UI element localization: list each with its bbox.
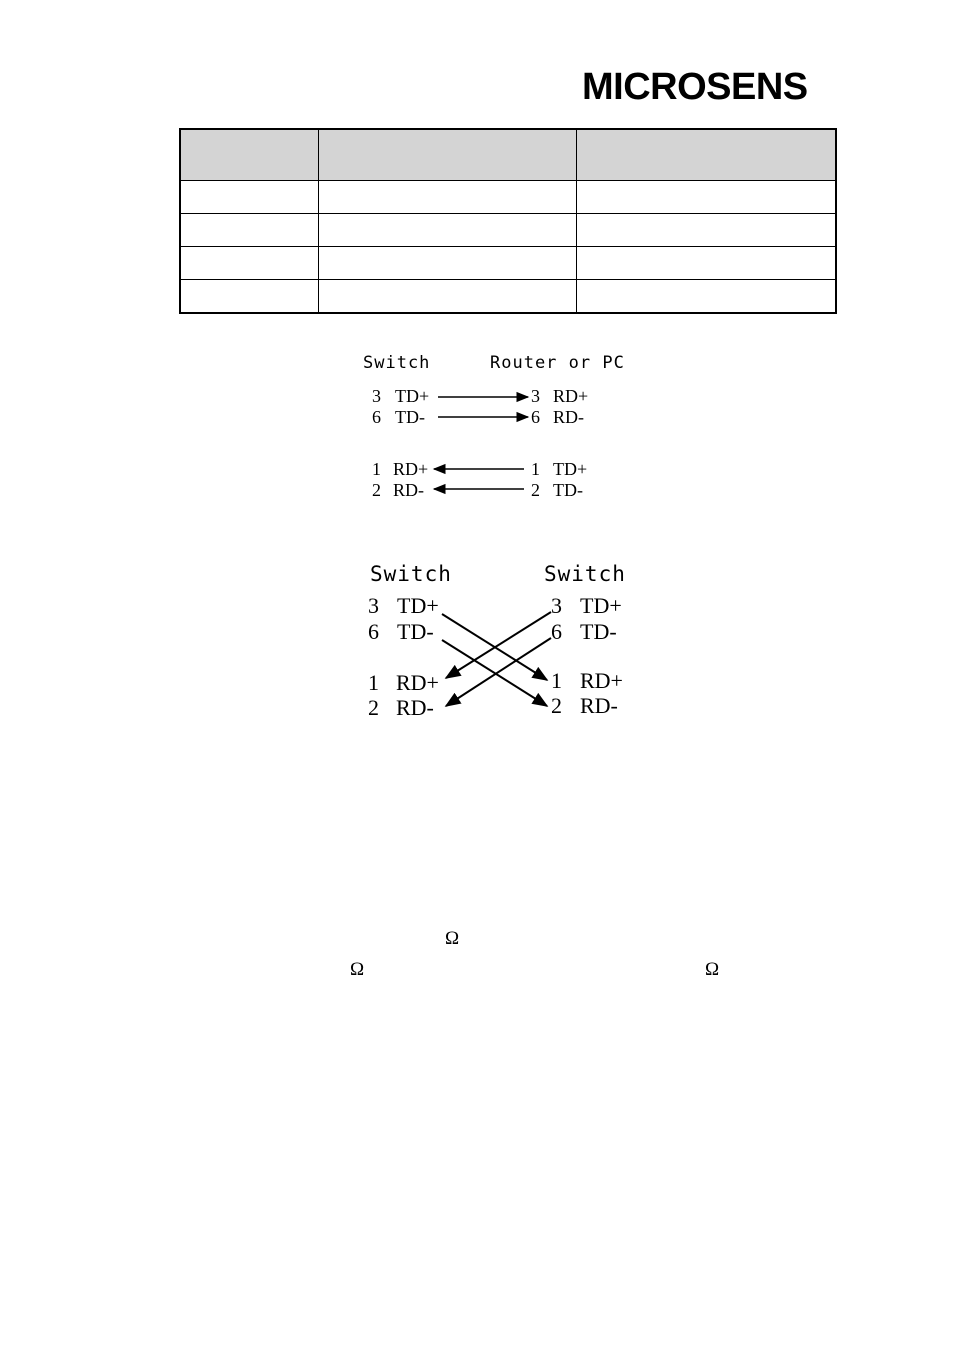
straight-left-title: Switch [363, 353, 431, 373]
straight-right-pin-num: 3 [531, 386, 540, 406]
crossover-right-pin-signal: RD- [580, 693, 618, 718]
crossover-left-pin-signal: TD- [397, 619, 434, 644]
straight-left-pin-signal: RD- [393, 480, 424, 500]
crossover-left-pin-num: 6 [368, 619, 379, 644]
straight-left-pin-num: 6 [372, 407, 381, 427]
crossover-right-pin-num: 1 [551, 668, 562, 693]
crossover-left-pin-num: 2 [368, 695, 379, 720]
crossover-right-pin-num: 2 [551, 693, 562, 718]
crossover-right-pin-signal: TD- [580, 619, 617, 644]
cross-arrow-right-td-plus [446, 612, 551, 678]
crossover-left-pin-signal: RD- [396, 695, 434, 720]
straight-right-pin-num: 2 [531, 480, 540, 500]
crossover-right-pin-signal: TD+ [580, 593, 622, 618]
microsens-logo: MICROSENS [582, 66, 808, 108]
straight-left-pin-num: 3 [372, 386, 381, 406]
crossover-left-pin-num: 3 [368, 593, 379, 618]
crossover-right-pin-num: 6 [551, 619, 562, 644]
straight-right-pin-num: 6 [531, 407, 540, 427]
straight-right-pin-signal: RD+ [553, 386, 589, 406]
straight-right-pin-signal: TD- [553, 480, 583, 500]
straight-right-pin-signal: TD+ [553, 459, 588, 479]
crossover-left-pin-signal: TD+ [397, 593, 439, 618]
ohm-symbol: Ω [705, 959, 720, 980]
straight-left-pin-num: 2 [372, 480, 381, 500]
crossover-right-pin-num: 3 [551, 593, 562, 618]
ohm-symbol: Ω [445, 928, 460, 949]
crossover-right-pin-signal: RD+ [580, 668, 623, 693]
straight-left-pin-signal: TD+ [395, 386, 430, 406]
straight-left-pin-signal: TD- [395, 407, 425, 427]
crossover-left-pin-num: 1 [368, 670, 379, 695]
straight-right-pin-num: 1 [531, 459, 540, 479]
straight-left-pin-num: 1 [372, 459, 381, 479]
ohm-symbol: Ω [350, 959, 365, 980]
straight-left-pin-signal: RD+ [393, 459, 429, 479]
crossover-left-pin-signal: RD+ [396, 670, 439, 695]
straight-right-pin-signal: RD- [553, 407, 584, 427]
crossover-right-title: Switch [544, 562, 626, 586]
crossover-left-title: Switch [370, 562, 452, 586]
straight-right-title: Router or PC [490, 353, 625, 373]
